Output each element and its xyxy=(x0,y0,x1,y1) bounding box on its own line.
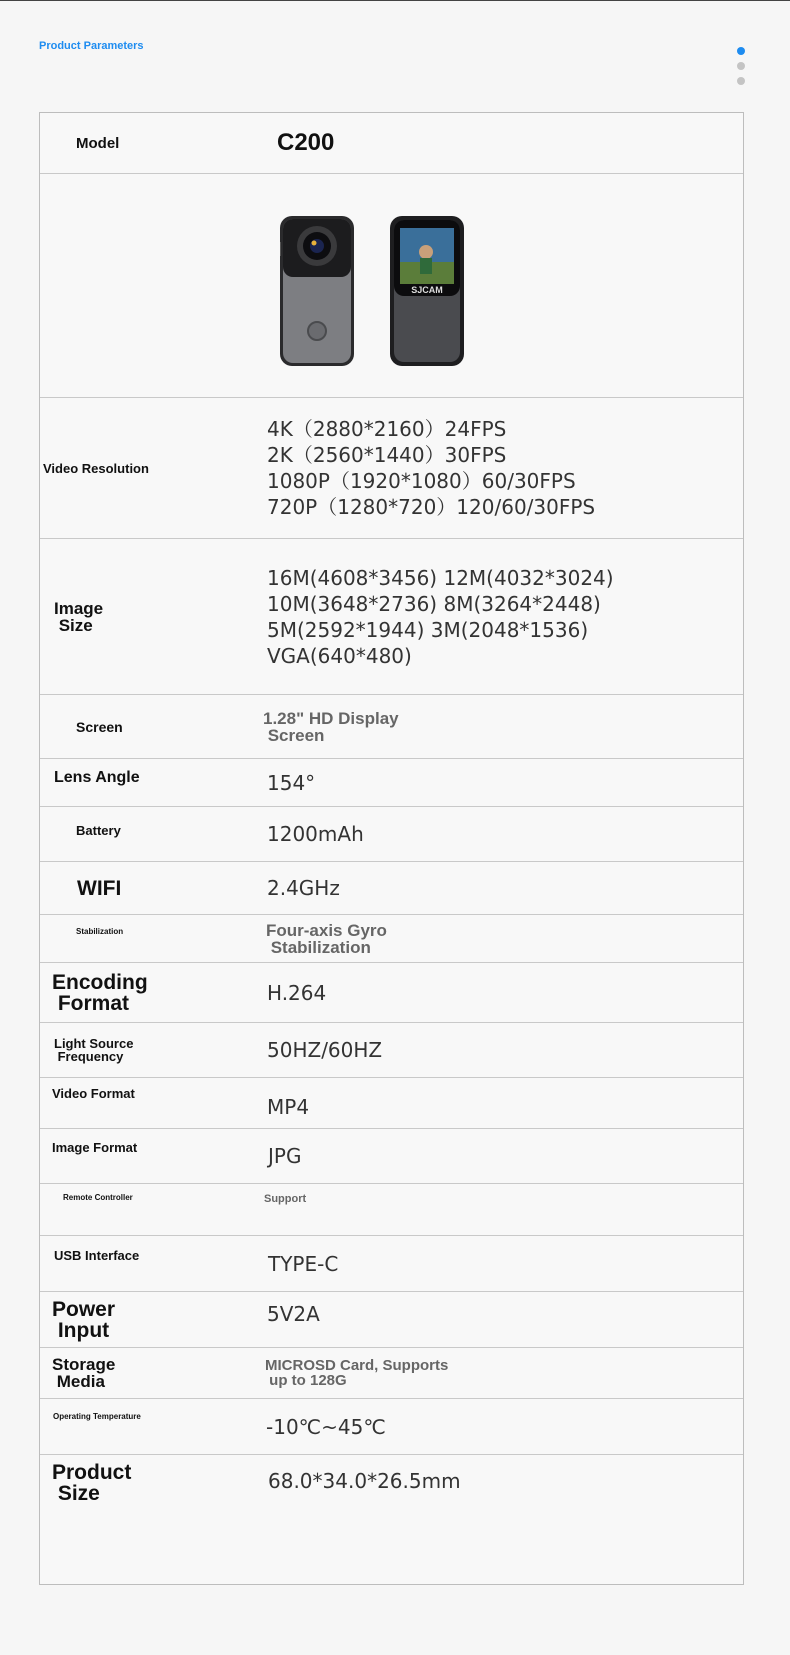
spec-row-remote-controller xyxy=(40,1184,743,1236)
spec-label: Light Source Frequency xyxy=(54,1036,134,1064)
spec-row-battery xyxy=(40,807,743,862)
page-indicator[interactable] xyxy=(737,47,745,92)
spec-row-screen xyxy=(40,695,743,759)
spec-row-video-format xyxy=(40,1078,743,1129)
spec-label: Power Input xyxy=(52,1297,116,1342)
spec-value: 5V2A xyxy=(267,1302,320,1326)
spec-value: 16M(4608*3456) 12M(4032*3024) 10M(3648*2736) 8M(3264*2448) 5M(2592*1944) 3M(2048*1536) VGA(640*480) xyxy=(267,565,614,668)
spec-label: Screen xyxy=(76,718,123,735)
spec-row-stabilization xyxy=(40,915,743,963)
spec-label: Image Format xyxy=(52,1140,138,1155)
spec-value: JPG xyxy=(268,1144,302,1168)
spec-label: Model xyxy=(76,134,120,152)
spec-row-lens-angle xyxy=(40,759,743,807)
spec-value: 68.0*34.0*26.5mm xyxy=(268,1469,461,1493)
spec-label: Remote Controller xyxy=(63,1193,133,1202)
spec-value: -10℃~45℃ xyxy=(266,1414,386,1439)
spec-label: Storage Media xyxy=(52,1355,116,1391)
camera-front xyxy=(280,216,354,366)
spec-value: MP4 xyxy=(267,1095,310,1119)
spec-label: Operating Temperature xyxy=(53,1412,141,1421)
spec-value: Four-axis Gyro Stabilization xyxy=(266,920,387,957)
spec-row-wifi xyxy=(40,862,743,915)
spec-row-product-size xyxy=(40,1455,743,1584)
spec-label: WIFI xyxy=(77,876,122,900)
spec-row-operating-temperature xyxy=(40,1399,743,1455)
spec-value: 2.4GHz xyxy=(267,876,340,900)
spec-label: Stabilization xyxy=(76,927,124,936)
page-dot-3[interactable] xyxy=(737,77,745,85)
spec-value: 50HZ/60HZ xyxy=(267,1038,383,1062)
top-divider xyxy=(0,0,790,1)
spec-row-image-format xyxy=(40,1129,743,1184)
spec-row-model xyxy=(40,113,743,174)
spec-value: TYPE-C xyxy=(268,1251,339,1276)
spec-label: Battery xyxy=(76,823,121,838)
spec-label: Lens Angle xyxy=(54,769,140,786)
spec-label: Video Resolution xyxy=(43,460,149,476)
spec-value: 154° xyxy=(267,770,316,795)
spec-label: USB Interface xyxy=(54,1248,140,1263)
spec-row-storage-media xyxy=(40,1348,743,1399)
spec-row-light-source-frequency xyxy=(40,1023,743,1078)
product-image xyxy=(280,212,480,372)
spec-row-image-size xyxy=(40,539,743,695)
spec-label: Video Format xyxy=(52,1086,135,1101)
spec-value: MICROSD Card, Supports up to 128G xyxy=(265,1357,449,1389)
spec-label: Product Size xyxy=(52,1461,132,1505)
spec-row-encoding-format xyxy=(40,963,743,1023)
page-dot-2[interactable] xyxy=(737,62,745,70)
spec-row-product-image xyxy=(40,174,743,398)
spec-value: H.264 xyxy=(267,980,327,1005)
spec-value: 1.28" HD Display Screen xyxy=(263,708,399,745)
page-title: Product Parameters xyxy=(39,40,144,52)
spec-row-power-input xyxy=(40,1292,743,1348)
spec-table xyxy=(39,112,744,1585)
spec-row-usb-interface xyxy=(40,1236,743,1292)
spec-value: C200 xyxy=(277,129,335,157)
spec-row-video-resolution xyxy=(40,398,743,539)
spec-label: Encoding Format xyxy=(52,970,148,1015)
spec-label: Image Size xyxy=(54,598,104,635)
brand-logo: SJCAM xyxy=(411,285,443,295)
spec-value: 1200mAh xyxy=(267,822,364,846)
spec-value: 4K（2880*2160）24FPS 2K（2560*1440）30FPS 1080P（1920*1080）60/30FPS 720P（1280*720）120/60/30FPS xyxy=(267,417,596,519)
spec-value: Support xyxy=(264,1193,307,1205)
page-dot-1[interactable] xyxy=(737,47,745,55)
